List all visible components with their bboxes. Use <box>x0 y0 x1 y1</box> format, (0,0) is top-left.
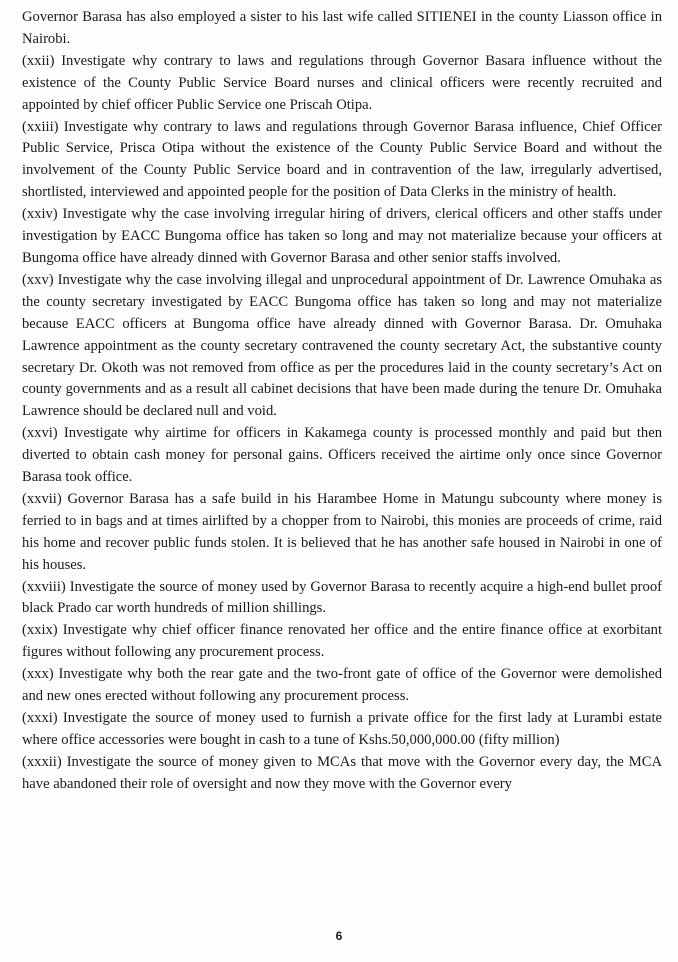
paragraph-xxviii: (xxviii) Investigate the source of money used by Governor Barasa to recently acquire a high-end bullet proof black Prado car worth hundreds of million shillings. <box>22 578 662 617</box>
paragraph-xxxi: (xxxi) Investigate the source of money used to furnish a private office for the first lady at Lurambi estate where office accessories were bought in cash to a tune of Kshs.50,000,000.00 (fifty million) <box>22 710 662 748</box>
paragraph-xxii: (xxii) Investigate why contrary to laws and regulations through Governor Basara influence without the existence of the County Public Service Board nurses and clinical officers were recently recruited and appointed by chief officer Public Service one Priscah Otipa. <box>22 52 662 113</box>
paragraph-xxiv: (xxiv) Investigate why the case involving irregular hiring of drivers, clerical officers and other staffs under investigation by EACC Bungoma office has taken so long and may not materialize because your officers at Bungoma office have already dinned with Governor Barasa and other senior staffs involved. <box>22 206 662 266</box>
paragraph-xxvii: (xxvii) Governor Barasa has a safe build in his Harambee Home in Matungu subcounty where money is ferried to in bags and at times airlifted by a chopper from to Nairobi, this monies are proceeds of crime, raid his home and recover public funds stolen. It is believed that he has another safe housed in Nairobi in one of his houses. <box>22 490 662 573</box>
paragraph-intro: Governor Barasa has also employed a sister to his last wife called SITIENEI in the county Liasson office in Nairobi. <box>22 9 662 47</box>
paragraph-xxvi: (xxvi) Investigate why airtime for officers in Kakamega county is processed monthly and paid but then diverted to obtain cash money for personal gains. Officers received the airtime only once since Governor Barasa took office. <box>22 425 662 486</box>
paragraph-xxxii: (xxxii) Investigate the source of money given to MCAs that move with the Governor every day, the MCA have abandoned their role of oversight and now they move with the Governor every <box>22 753 662 792</box>
paragraph-xxix: (xxix) Investigate why chief officer finance renovated her office and the entire finance office at exorbitant figures without following any procurement process. <box>22 622 662 661</box>
paragraph-xxiii: (xxiii) Investigate why contrary to laws and regulations through Governor Barasa influence, Chief Officer Public Service, Prisca Otipa without the existence of the County Public Service Board and without the involvement of the County Public Service board and in contravention of the law, irregularly advertised, shortlisted, interviewed and appointed people for the position of Data Clerks in the ministry of health. <box>22 118 662 201</box>
paragraph-xxx: (xxx) Investigate why both the rear gate and the two-front gate of office of the Governor were demolished and new ones erected without following any procurement process. <box>22 666 662 705</box>
document-body <box>22 7 662 796</box>
page-number: 6 <box>335 929 343 943</box>
paragraph-xxv: (xxv) Investigate why the case involving illegal and unprocedural appointment of Dr. Lawrence Omuhaka as the county secretary investigated by EACC Bungoma office has taken so long and may not materialize because EACC officers at Bungoma office have already dinned with Governor Barasa. Dr. Omuhaka Lawrence appointment as the county secretary contravened the county secretary Act, the substantive county secretary Dr. Okoth was not removed from office as per the procedures laid in the county secretary’s Act on county governments and as a result all cabinet decisions that have been made during the tenure Dr. Omuhaka Lawrence should be declared null and void. <box>22 271 662 420</box>
